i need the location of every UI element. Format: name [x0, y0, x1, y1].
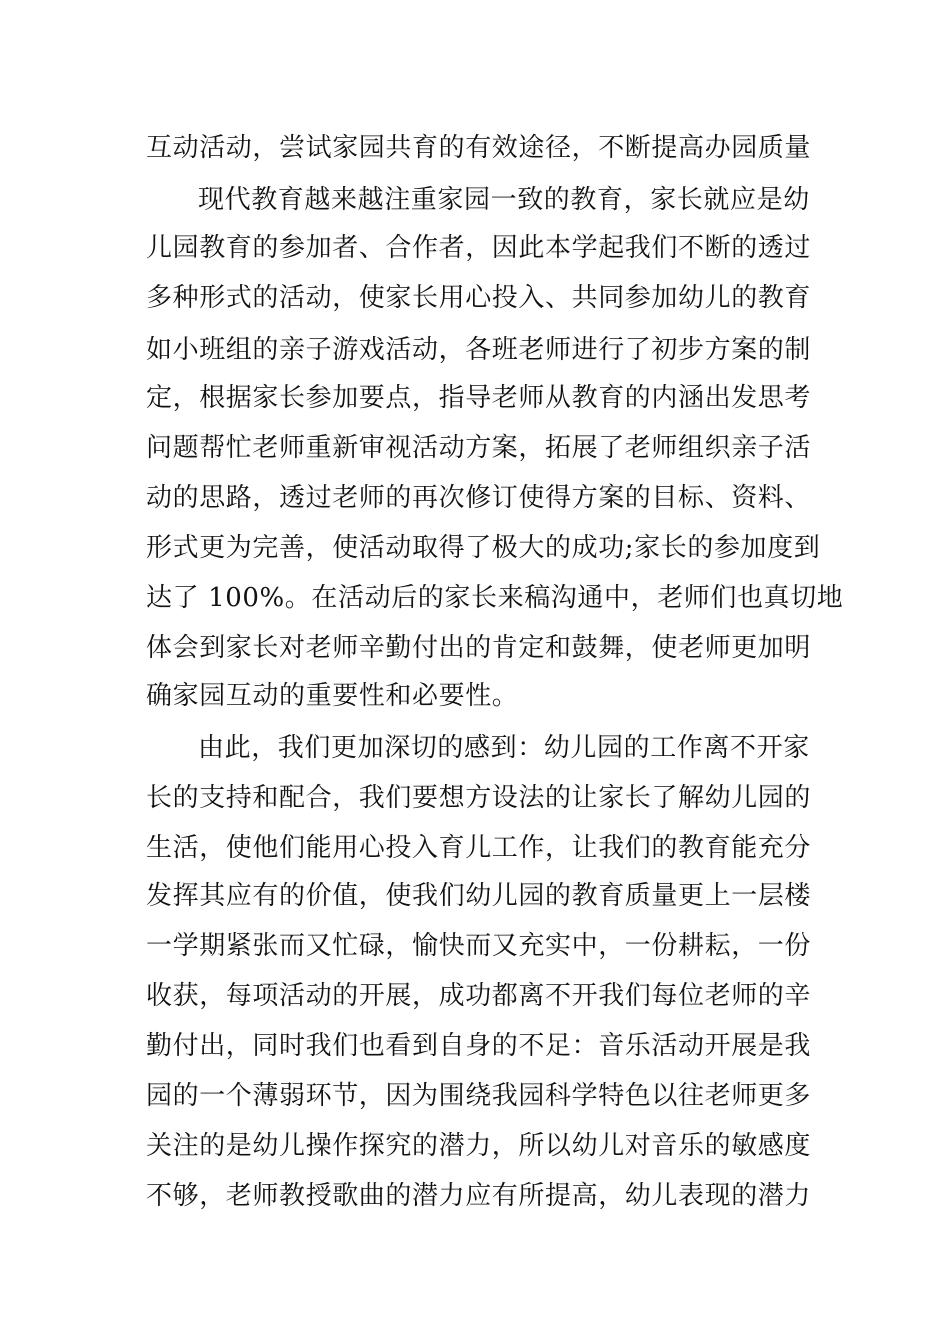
text-line-8: 动的思路，透过老师的再次修订使得方案的目标、资料、 [146, 483, 812, 513]
text-line-21: 关注的是幼儿操作探究的潜力，所以幼儿对音乐的敏感度 [146, 1131, 812, 1161]
text-line-6: 定，根据家长参加要点，指导老师从教育的内涵出发思考 [146, 383, 812, 413]
text-line-11: 体会到家长对老师辛勤付出的肯定和鼓舞，使老师更加明 [146, 633, 812, 663]
text-line-4: 多种形式的活动，使家长用心投入、共同参加幼儿的教育 [146, 283, 812, 313]
text-line-7: 问题帮忙老师重新审视活动方案，拓展了老师组织亲子活 [146, 433, 812, 463]
text-line-1: 互动活动，尝试家园共育的有效途径，不断提高办园质量 [146, 133, 812, 163]
text-line-10: 达了 100%。在活动后的家长来稿沟通中，老师们也真切地 [146, 583, 844, 613]
text-line-5: 如小班组的亲子游戏活动，各班老师进行了初步方案的制 [146, 335, 812, 365]
text-line-15: 生活，使他们能用心投入育儿工作，让我们的教育能充分 [146, 833, 812, 863]
text-line-12: 确家园互动的重要性和必要性。 [146, 681, 519, 711]
text-line-2: 现代教育越来越注重家园一致的教育，家长就应是幼 [198, 185, 810, 215]
text-line-19: 勤付出，同时我们也看到自身的不足：音乐活动开展是我 [146, 1031, 812, 1061]
text-line-13: 由此，我们更加深切的感到：幼儿园的工作离不开家 [198, 733, 810, 763]
text-line-22: 不够，老师教授歌曲的潜力应有所提高，幼儿表现的潜力 [146, 1181, 812, 1211]
text-line-18: 收获，每项活动的开展，成功都离不开我们每位老师的辛 [146, 981, 812, 1011]
text-line-20: 园的一个薄弱环节，因为围绕我园科学特色以往老师更多 [146, 1081, 812, 1111]
text-line-14: 长的支持和配合，我们要想方设法的让家长了解幼儿园的 [146, 783, 812, 813]
text-line-3: 儿园教育的参加者、合作者，因此本学起我们不断的透过 [146, 233, 812, 263]
text-line-16: 发挥其应有的价值，使我们幼儿园的教育质量更上一层楼 [146, 881, 812, 911]
text-line-9: 形式更为完善，使活动取得了极大的成功;家长的参加度到 [146, 533, 821, 563]
text-line-17: 一学期紧张而又忙碌，愉快而又充实中，一份耕耘，一份 [146, 931, 812, 961]
